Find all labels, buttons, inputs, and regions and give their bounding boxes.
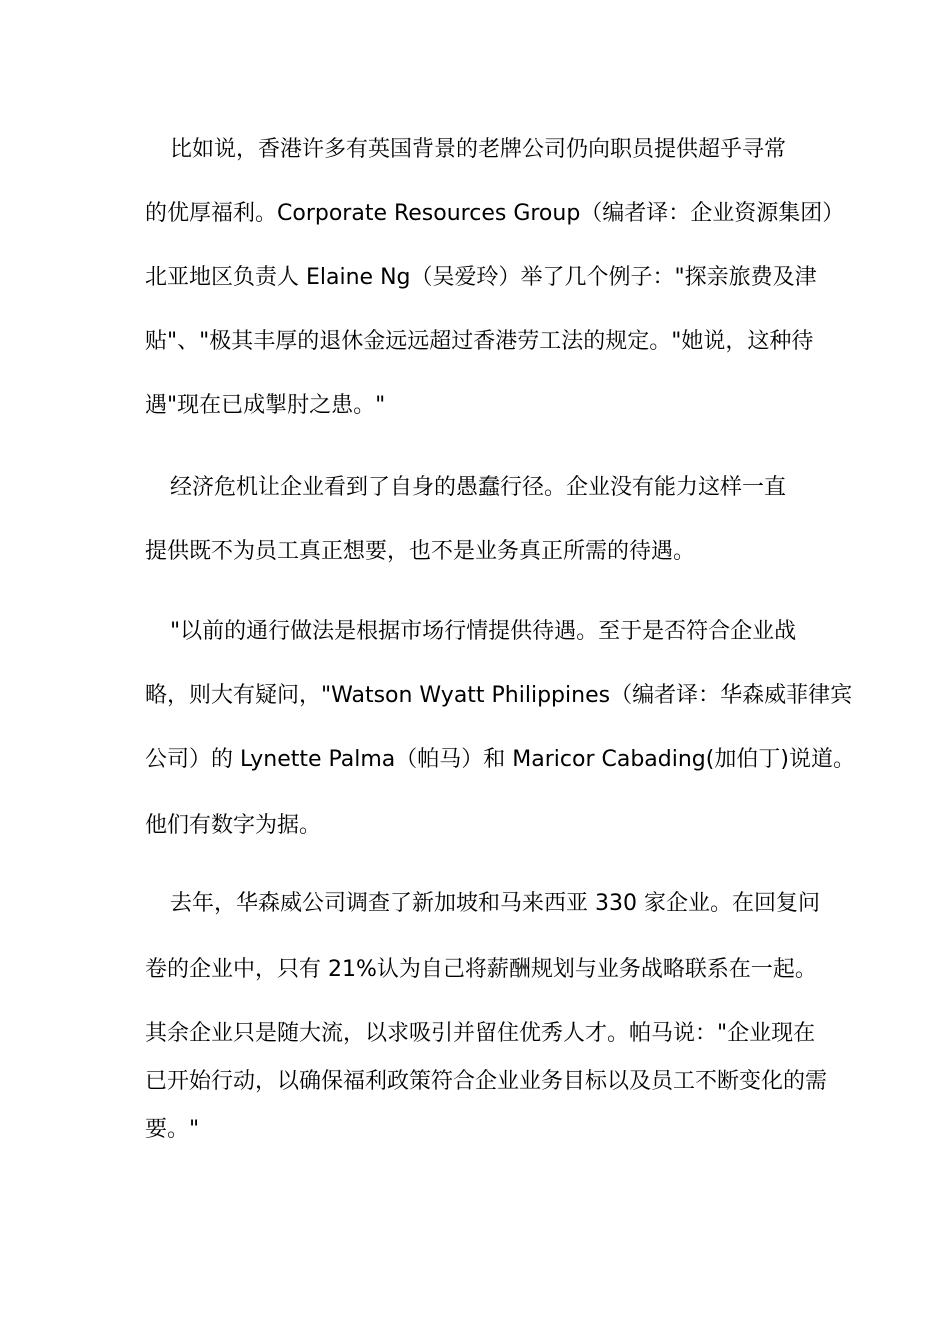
paragraph-4-line-2: 卷的企业中，只有 21%认为自己将薪酬规划与业务战略联系在一起。 xyxy=(145,957,817,982)
paragraph-1-line-5: 遇"现在已成掣肘之患。" xyxy=(145,393,386,418)
paragraph-3-line-3: 公司）的 Lynette Palma（帕马）和 Maricor Cabading(加伯丁)说道。 xyxy=(145,747,855,772)
paragraph-4-line-4: 已开始行动，以确保福利政策符合企业业务目标以及员工不断变化的需 xyxy=(145,1069,828,1094)
paragraph-2-line-1: 经济危机让企业看到了自身的愚蠢行径。企业没有能力这样一直 xyxy=(170,475,787,500)
paragraph-3-line-1: "以前的通行做法是根据市场行情提供待遇。至于是否符合企业战 xyxy=(170,619,797,644)
paragraph-2-line-2: 提供既不为员工真正想要，也不是业务真正所需的待遇。 xyxy=(145,539,696,564)
paragraph-1-line-1: 比如说，香港许多有英国背景的老牌公司仍向职员提供超乎寻常 xyxy=(170,137,787,162)
paragraph-3-line-2: 略，则大有疑问，"Watson Wyatt Philippines（编者译：华森威菲律宾 xyxy=(145,683,853,708)
paragraph-4-line-1: 去年，华森威公司调查了新加坡和马来西亚 330 家企业。在回复问 xyxy=(170,891,820,916)
paragraph-4-line-3: 其余企业只是随大流，以求吸引并留住优秀人才。帕马说："企业现在 xyxy=(145,1021,816,1046)
paragraph-1-line-3: 北亚地区负责人 Elaine Ng（吴爱玲）举了几个例子："探亲旅费及津 xyxy=(145,265,817,290)
paragraph-4-line-5: 要。" xyxy=(145,1117,200,1142)
paragraph-1-line-4: 贴"、"极其丰厚的退休金远远超过香港劳工法的规定。"她说，这种待 xyxy=(145,329,814,354)
paragraph-1-line-2: 的优厚福利。Corporate Resources Group（编者译：企业资源集团） xyxy=(145,201,845,226)
paragraph-3-line-4: 他们有数字为据。 xyxy=(145,813,322,838)
